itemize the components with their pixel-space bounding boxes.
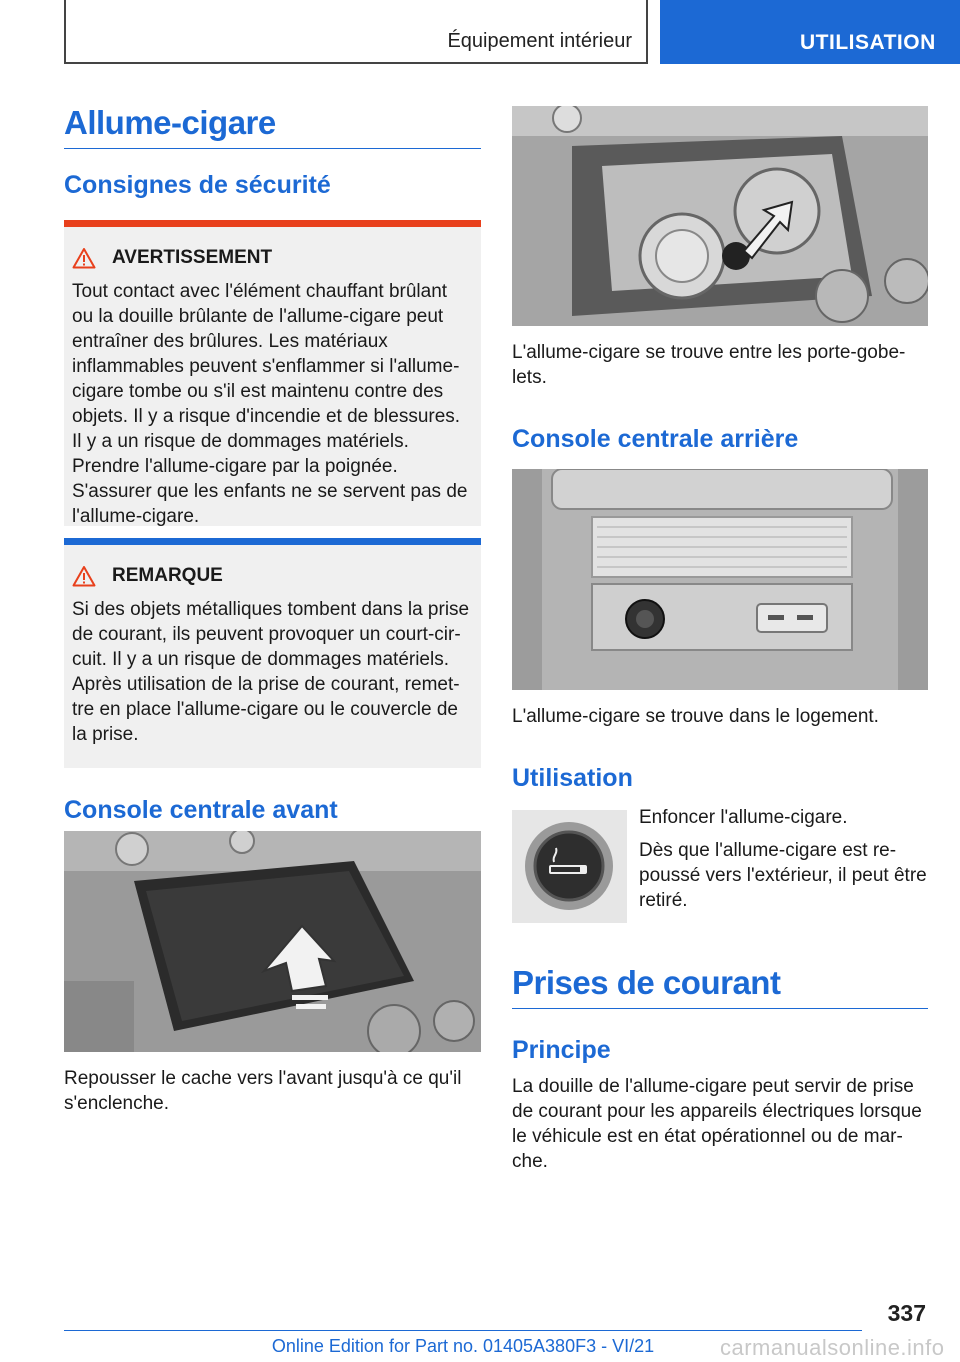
front-console-illustration (64, 831, 481, 1052)
footer-edition: Online Edition for Part no. 01405A380F3 - VI/21 (271, 1336, 655, 1356)
notice-text: Si des objets métalliques tombent dans la prise de courant, ils peuvent provoquer un court-circuit. Il y a un risque de dommages matériels. Après utilisation de la prise de courant, remettre en place l'allume-cigare ou le couvercle de la prise. (72, 599, 470, 745)
front-console-caption: Repousser le cache vers l'avant jusqu'à ce qu'il s'enclenche. (64, 1068, 462, 1114)
notice-title (72, 565, 473, 587)
warning-box (64, 220, 481, 526)
header-chapter-tab[interactable] (660, 0, 960, 64)
section-title-power-sockets: Prises de courant (512, 964, 928, 1009)
warning-title (72, 247, 473, 269)
usage-step-2: Dès que l'allume-cigare est repoussé vers l'extérieur, il peut être retiré. (639, 840, 927, 911)
cupholder-illustration (512, 106, 928, 326)
front-console-image (64, 831, 481, 1052)
cupholder-caption: L'allume-cigare se trouve entre les porte-gobelets. (512, 342, 906, 388)
rear-console-heading: Console centrale arrière (512, 425, 799, 453)
header-section-title: Équipement intérieur (447, 30, 632, 52)
usage-heading: Utilisation (512, 764, 633, 792)
rear-console-image (512, 469, 928, 690)
usage-step-1: Enfoncer l'allume-cigare. (639, 807, 848, 828)
rear-console-caption: L'allume-cigare se trouve dans le logement. (512, 706, 879, 727)
watermark-text: carmanualsonline.info (720, 1335, 945, 1360)
left-column (64, 104, 481, 825)
principle-heading: Principe (512, 1036, 611, 1064)
principle-text: La douille de l'allume-cigare peut servir de prise de courant pour les appareils électriques lorsque le véhicule est en état opérationnel ou de marche. (512, 1076, 922, 1172)
warning-label: AVERTISSEMENT (112, 247, 273, 268)
warning-triangle-icon (72, 247, 96, 269)
lighter-button-illustration (512, 810, 627, 923)
notice-triangle-icon (72, 565, 96, 587)
notice-label: REMARQUE (112, 565, 223, 586)
header-section-box (64, 0, 648, 64)
rear-console-illustration (512, 469, 928, 690)
notice-box (64, 538, 481, 768)
lighter-button-image (512, 810, 627, 923)
header-chapter-title: UTILISATION (800, 31, 936, 54)
section-title-cigarette-lighter: Allume-cigare (64, 104, 481, 149)
page-number: 337 (887, 1300, 926, 1326)
cupholder-image (512, 106, 928, 326)
warning-text: Tout contact avec l'élément chauffant brûlant ou la douille brûlante de l'allume-cigare peut entraîner des brûlures. Les matériaux inflammables peuvent s'enflammer si l'allume-cigare tombe ou s'il est maintenu contre des objets. Il y a risque d'incendie et de blessures. Il y a un risque de dommages matériels. Prendre l'allume-cigare par la poignée. S'assurer que les enfants ne se servent pas de l'allume-cigare. (72, 281, 468, 527)
safety-heading: Consignes de sécurité (64, 171, 331, 199)
front-console-heading: Console centrale avant (64, 796, 338, 824)
